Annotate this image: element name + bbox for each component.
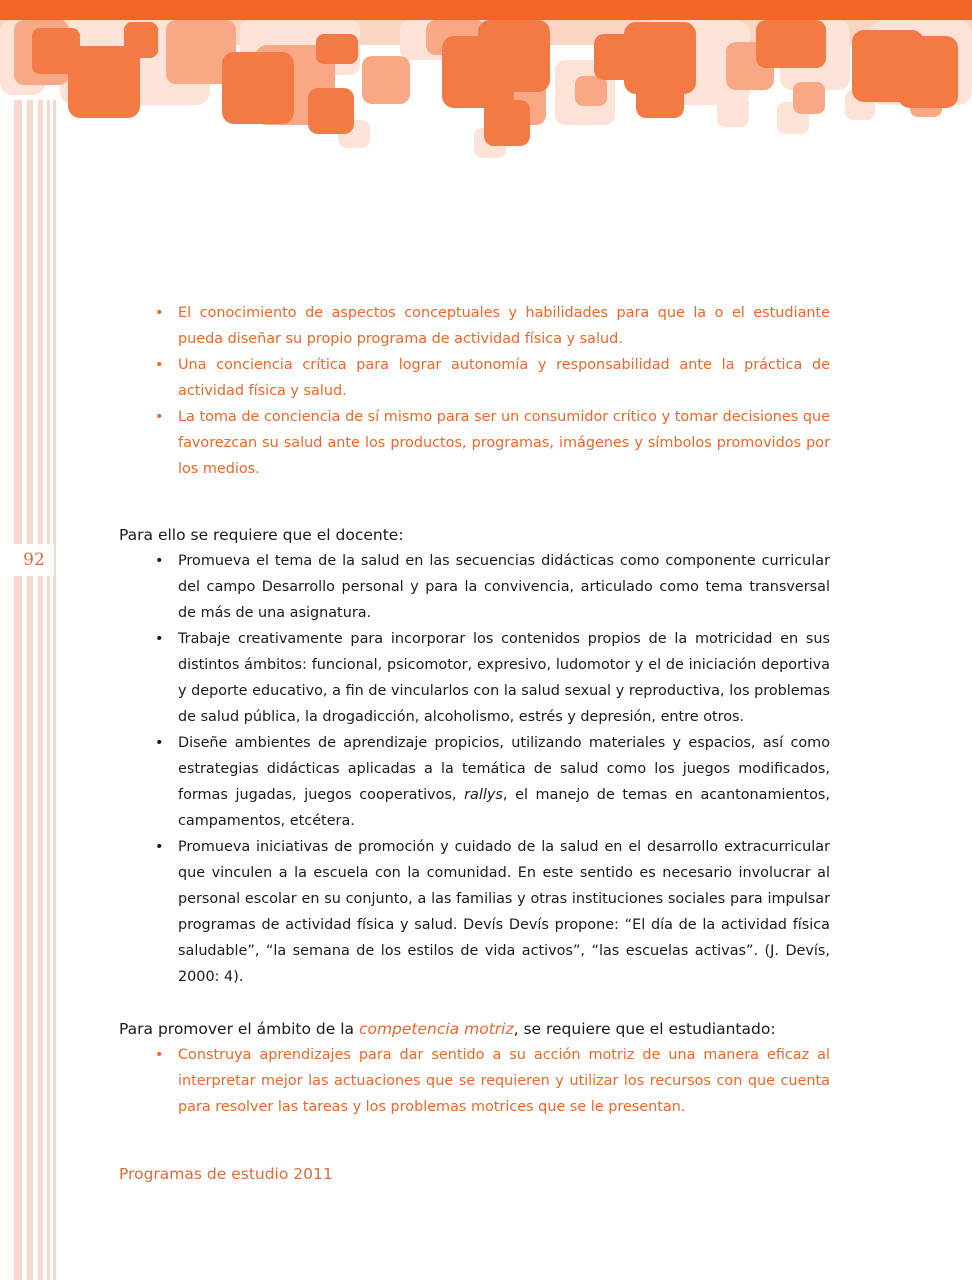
list-item: • Promueva el tema de la salud en las secuencias didácticas como componente curricular del campo Desarrollo personal y para la convivencia, articulado como tema transversal de más de una asignatura. — [178, 548, 830, 626]
list-item: • Una conciencia crítica para lograr autonomía y responsabilidad ante la práctica de actividad física y salud. — [178, 352, 830, 404]
list-item: • Promueva iniciativas de promoción y cuidado de la salud en el desarrollo extracurricular que vinculen a la escuela con la comunidad. En este sentido es necesario involucrar al personal escolar en su conjunto, a las familias y otras instituciones sociales para impulsar programas de actividad física y salud. Devís Devís propone: “El día de la actividad física saludable”, “la semana de los estilos de vida activos”, “las escuelas activas”. (J. Devís, 2000: 4). — [178, 834, 830, 990]
section-lead: Para ello se requiere que el docente: — [119, 526, 404, 544]
list-item-text: Diseñe ambientes de aprendizaje propicios, utilizando materiales y espacios, así como estrategias didácticas aplicadas a la temática de salud como los juegos modificados, formas jugadas, juegos cooperativos, — [178, 735, 830, 803]
list-item: • Construya aprendizajes para dar sentido a su acción motriz de una manera eficaz al interpretar mejor las actuaciones que se requieren y utilizar los recursos con que cuenta para resolver las tareas y los problemas motrices que se le presentan. — [178, 1042, 830, 1120]
margin-stripes — [0, 100, 60, 1280]
page-number: 92 — [14, 544, 54, 576]
intro-bullet-list — [119, 300, 830, 482]
emphasis-text: rallys — [464, 787, 503, 803]
highlight-term: competencia motriz — [358, 1020, 514, 1038]
list-item-text: , el manejo de temas en acantonamientos, campamentos, etcétera. — [178, 787, 831, 829]
main-content — [119, 300, 830, 1120]
lead-text: Para promover el ámbito de la — [119, 1020, 359, 1038]
list-item: • La toma de conciencia de sí mismo para ser un consumidor crítico y tomar decisiones que favorezcan su salud ante los productos, programas, imágenes y símbolos promovidos por los medios. — [178, 404, 830, 482]
teacher-bullet-list — [119, 548, 830, 990]
lead-text: , se requiere que el estudiantado: — [513, 1020, 776, 1038]
list-item: • El conocimiento de aspectos conceptuales y habilidades para que la o el estudiante pueda diseñar su propio programa de actividad física y salud. — [178, 300, 830, 352]
student-bullet-list — [119, 1042, 830, 1120]
section-lead — [119, 1016, 830, 1042]
header-decoration — [0, 0, 972, 170]
footer-title: Programas de estudio 2011 — [119, 1165, 333, 1183]
list-item — [178, 730, 830, 834]
list-item: • Trabaje creativamente para incorporar los contenidos propios de la motricidad en sus distintos ámbitos: funcional, psicomotor, expresivo, ludomotor y el de iniciación deportiva y deporte educativo, a fin de vincularlos con la salud sexual y reproductiva, los problemas de salud pública, la drogadicción, alcoholismo, estrés y depresión, entre otros. — [178, 626, 830, 730]
